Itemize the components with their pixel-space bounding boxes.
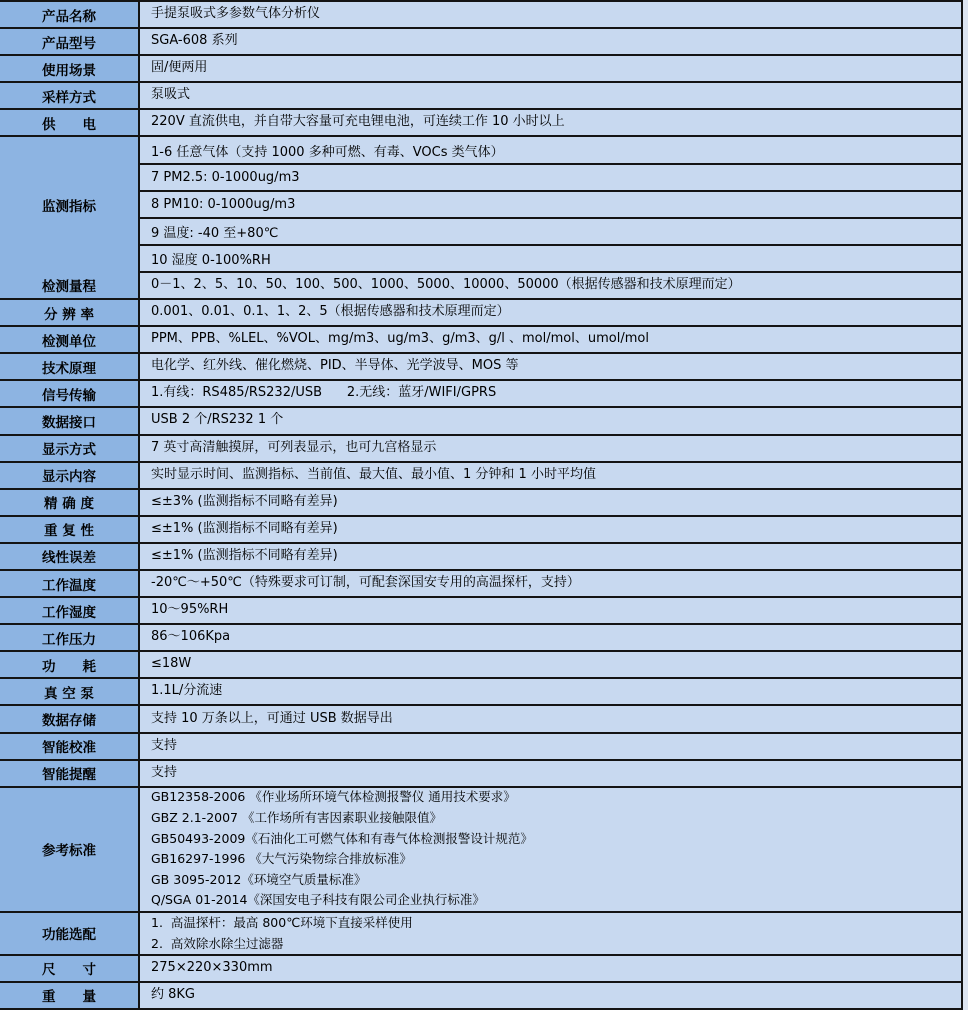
table-row-sampling-method <box>0 83 961 110</box>
spec-value: PPM、PPB、%LEL、%VOL、mg/m3、ug/m3、g/m3、g/l 、mol/mol、umol/mol <box>140 327 961 352</box>
spec-value: 电化学、红外线、催化燃烧、PID、半导体、光学波导、MOS 等 <box>140 354 961 379</box>
spec-label: 智能提醒 <box>0 761 140 786</box>
table-row-smart-reminder <box>0 761 961 788</box>
spec-value: -20℃～+50℃（特殊要求可订制，可配套深国安专用的高温探杆，支持） <box>140 571 961 596</box>
spec-label: 产品名称 <box>0 2 140 27</box>
spec-sub-value: 7 PM2.5: 0-1000ug/m3 <box>140 165 961 192</box>
table-row-data-storage <box>0 706 961 733</box>
spec-value: 0.001、0.01、0.1、1、2、5（根据传感器和技术原理而定） <box>140 300 961 325</box>
table-row-display-mode <box>0 436 961 463</box>
reference-standard-list <box>140 788 961 911</box>
spec-value: 支持 <box>140 734 961 759</box>
table-row-smart-calibration <box>0 734 961 761</box>
table-row-product-name <box>0 2 961 29</box>
spec-value: ≤±3% (监测指标不同略有差异) <box>140 490 961 515</box>
spec-value: 7 英寸高清触摸屏，可列表显示，也可九宫格显示 <box>140 436 961 461</box>
standard-line: GB16297-1996 《大气污染物综合排放标准》 <box>151 851 412 867</box>
table-row-usage-scene <box>0 56 961 83</box>
spec-value: 支持 10 万条以上，可通过 USB 数据导出 <box>140 706 961 731</box>
spec-label: 技术原理 <box>0 354 140 379</box>
spec-sub-value: 9 温度: -40 至+80℃ <box>140 219 961 246</box>
spec-value: 固/便两用 <box>140 56 961 81</box>
table-row-power-supply <box>0 110 961 137</box>
spec-label: 工作压力 <box>0 625 140 650</box>
spec-label: 重 复 性 <box>0 517 140 542</box>
spec-value: 支持 <box>140 761 961 786</box>
spec-label: 智能校准 <box>0 734 140 759</box>
spec-label: 重 量 <box>0 983 140 1008</box>
spec-label: 产品型号 <box>0 29 140 54</box>
spec-label: 供 电 <box>0 110 140 135</box>
table-row-technical-principle <box>0 354 961 381</box>
spec-label: 信号传输 <box>0 381 140 406</box>
table-row-signal-transmission <box>0 381 961 408</box>
spec-value: SGA-608 系列 <box>140 29 961 54</box>
option-line: 2. 高效除水除尘过滤器 <box>151 936 284 952</box>
standard-line: GB50493-2009《石油化工可燃气体和有毒气体检测报警设计规范》 <box>151 830 533 846</box>
monitoring-indicator-list <box>140 137 961 272</box>
spec-value: 手提泵吸式多参数气体分析仪 <box>140 2 961 27</box>
spec-label: 数据接口 <box>0 408 140 433</box>
spec-sub-value: 8 PM10: 0-1000ug/m3 <box>140 192 961 219</box>
option-line: 1. 高温探杆：最高 800℃环境下直接采样使用 <box>151 915 413 931</box>
spec-value: 1.1L/分流速 <box>140 679 961 704</box>
table-row-working-humidity <box>0 598 961 625</box>
spec-label: 显示方式 <box>0 436 140 461</box>
spec-label: 工作温度 <box>0 571 140 596</box>
spec-value: 实时显示时间、监测指标、当前值、最大值、最小值、1 分钟和 1 小时平均值 <box>140 463 961 488</box>
spec-label: 检测量程 <box>0 273 140 298</box>
spec-label: 线性误差 <box>0 544 140 569</box>
spec-label: 功 耗 <box>0 652 140 677</box>
table-row-working-pressure <box>0 625 961 652</box>
spec-sub-value: 10 湿度 0-100%RH <box>140 246 961 273</box>
spec-value: 10～95%RH <box>140 598 961 623</box>
table-row-repeatability <box>0 517 961 544</box>
optional-feature-list <box>140 913 961 954</box>
spec-value: ≤±1% (监测指标不同略有差异) <box>140 517 961 542</box>
spec-value: 泵吸式 <box>140 83 961 108</box>
standard-line: GBZ 2.1-2007 《工作场所有害因素职业接触限值》 <box>151 810 442 826</box>
spec-label: 采样方式 <box>0 83 140 108</box>
table-row-resolution <box>0 300 961 327</box>
table-row-reference-standards <box>0 788 961 913</box>
table-row-working-temperature <box>0 571 961 598</box>
table-row-vacuum-pump <box>0 679 961 706</box>
spec-label: 工作湿度 <box>0 598 140 623</box>
spec-value: 86～106Kpa <box>140 625 961 650</box>
table-row-weight <box>0 983 961 1010</box>
table-row-product-model <box>0 29 961 56</box>
spec-label: 真 空 泵 <box>0 679 140 704</box>
spec-label: 尺 寸 <box>0 956 140 981</box>
table-row-power-consumption <box>0 652 961 679</box>
table-row-data-interface <box>0 408 961 435</box>
spec-label: 功能选配 <box>0 913 140 954</box>
standard-line: GB 3095-2012《环境空气质量标准》 <box>151 871 367 887</box>
spec-sub-value: 1-6 任意气体（支持 1000 多种可燃、有毒、VOCs 类气体） <box>140 137 961 164</box>
spec-value: 1.有线：RS485/RS232/USB 2.无线：蓝牙/WIFI/GPRS <box>140 381 961 406</box>
spec-value: ≤±1% (监测指标不同略有差异) <box>140 544 961 569</box>
spec-value: 275×220×330mm <box>140 956 961 981</box>
spec-value: ≤18W <box>140 652 961 677</box>
spec-label: 使用场景 <box>0 56 140 81</box>
table-row-dimensions <box>0 956 961 983</box>
spec-label: 显示内容 <box>0 463 140 488</box>
table-row-accuracy <box>0 490 961 517</box>
spec-label: 参考标准 <box>0 788 140 911</box>
table-row-display-content <box>0 463 961 490</box>
spec-label: 分 辨 率 <box>0 300 140 325</box>
spec-label: 检测单位 <box>0 327 140 352</box>
standard-line: Q/SGA 01-2014《深国安电子科技有限公司企业执行标准》 <box>151 892 485 908</box>
spec-label: 监测指标 <box>0 137 140 272</box>
spec-value: 0－1、2、5、10、50、100、500、1000、5000、10000、50000（根据传感器和技术原理而定） <box>140 273 961 298</box>
spec-value: 220V 直流供电，并自带大容量可充电锂电池，可连续工作 10 小时以上 <box>140 110 961 135</box>
spec-label: 精 确 度 <box>0 490 140 515</box>
table-row-linearity-error <box>0 544 961 571</box>
spec-value: 约 8KG <box>140 983 961 1008</box>
table-row-monitoring-indicators <box>0 137 961 272</box>
standard-line: GB12358-2006 《作业场所环境气体检测报警仪 通用技术要求》 <box>151 789 516 805</box>
spec-label: 数据存储 <box>0 706 140 731</box>
table-row-optional-features <box>0 913 961 956</box>
table-row-detection-unit <box>0 327 961 354</box>
table-row-detection-range <box>0 273 961 300</box>
spec-value: USB 2 个/RS232 1 个 <box>140 408 961 433</box>
